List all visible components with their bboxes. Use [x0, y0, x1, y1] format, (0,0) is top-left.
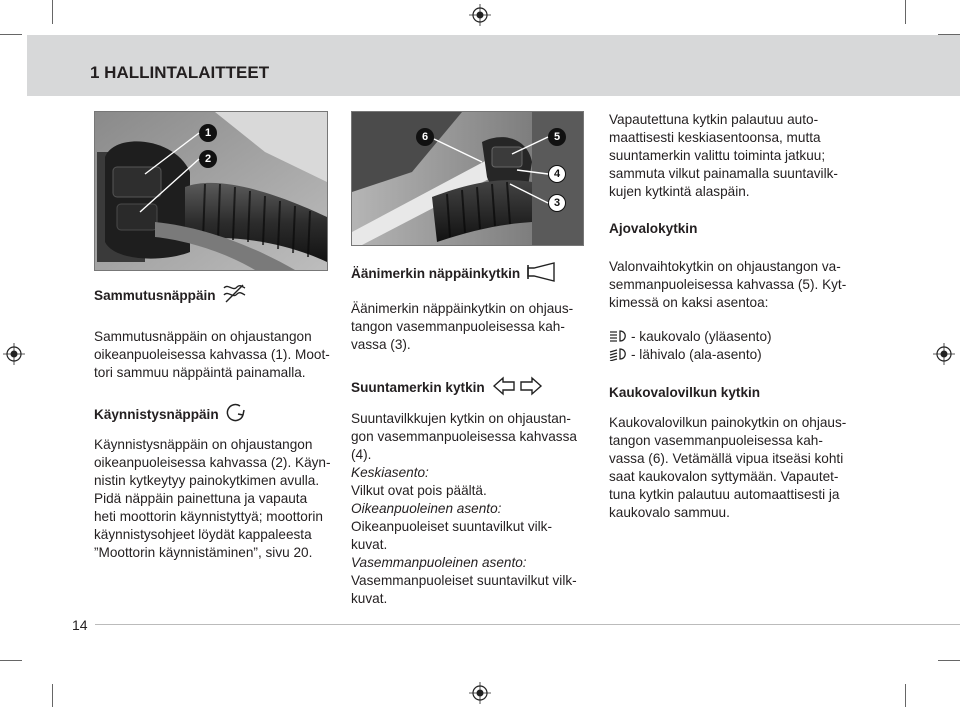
headlight-line: kimessä on kaksi asentoa:	[609, 295, 769, 310]
start-button-line: ”Moottorin käynnistäminen”, sivu 20.	[94, 545, 313, 560]
turn-signal-return-line: Vapautettuna kytkin palautuu auto-	[609, 112, 819, 127]
callout-6: 6	[416, 128, 434, 146]
passing-flash-line: saat kaukovalon syttymään. Vapautet-	[609, 469, 839, 484]
callout-4: 4	[548, 165, 566, 183]
low-beam-item: - lähivalo (ala-asento)	[609, 346, 854, 364]
passing-flash-line: kaukovalo sammuu.	[609, 505, 730, 520]
low-beam-icon	[609, 347, 629, 361]
horn-icon	[526, 262, 558, 282]
turn-signal-return-line: sammuta vilkut painamalla suuntavilk-	[609, 166, 838, 181]
crop-mark	[0, 34, 22, 35]
crop-mark	[938, 660, 960, 661]
start-button-line: nistin kytkeytyy painokytkimen avulla.	[94, 473, 320, 488]
registration-mark	[469, 4, 491, 26]
crop-mark	[0, 660, 22, 661]
registration-mark	[933, 343, 955, 365]
position-label: Keskiasento:	[351, 465, 429, 480]
passing-flash-line: Kaukovalovilkun painokytkin on ohjaus-	[609, 415, 847, 430]
position-value: Oikeanpuoleiset suuntavilkut vilk-	[351, 519, 552, 534]
start-button-line: oikeanpuoleisessa kahvassa (2). Käyn-	[94, 455, 331, 470]
leader-lines	[352, 112, 583, 245]
kill-switch-icon	[221, 284, 247, 304]
horn-line: tangon vasemmanpuoleisessa kah-	[351, 319, 565, 334]
passing-flash-line: tuna kytkin palautuu automaattisesti ja	[609, 487, 840, 502]
position-label: Oikeanpuoleinen asento:	[351, 501, 502, 516]
turn-signal-line: (4).	[351, 447, 372, 462]
photo-left-handlebar	[351, 111, 584, 246]
high-beam-icon	[609, 329, 629, 343]
position-value: Vilkut ovat pois päältä.	[351, 483, 487, 498]
start-button-line: käynnistysohjeet löydät kappaleesta	[94, 527, 312, 542]
turn-signal-return-line: suuntamerkin valittu toiminta jatkuu;	[609, 148, 826, 163]
kill-switch-line: Sammutusnäppäin on ohjaustangon	[94, 329, 312, 344]
start-button-line: Pidä näppäin painettuna ja vapauta	[94, 491, 308, 506]
crop-mark	[52, 0, 53, 24]
heading-headlight-switch: Ajovalokytkin	[609, 221, 698, 236]
heading-passing-flash: Kaukovalovilkun kytkin	[609, 385, 761, 400]
turn-signal-line: gon vasemmanpuoleisessa kahvassa	[351, 429, 577, 444]
turn-signal-return-line: maattisesti keskiasentoonsa, mutta	[609, 130, 821, 145]
kill-switch-line: tori sammuu näppäintä painamalla.	[94, 365, 306, 380]
start-button-line: Käynnistysnäppäin on ohjaustangon	[94, 437, 313, 452]
crop-mark	[52, 684, 53, 707]
registration-mark	[3, 343, 25, 365]
callout-3: 3	[548, 194, 566, 212]
position-value: kuvat.	[351, 591, 388, 606]
heading-turn-signal: Suuntamerkin kytkin	[351, 376, 591, 398]
callout-5: 5	[548, 128, 566, 146]
high-beam-item: - kaukovalo (yläasento)	[609, 328, 854, 346]
footer-rule	[95, 624, 960, 625]
position-value: kuvat.	[351, 537, 388, 552]
heading-start-button: Käynnistysnäppäin	[94, 402, 334, 424]
horn-line: Äänimerkin näppäinkytkin on ohjaus-	[351, 301, 574, 316]
photo-right-handlebar	[94, 111, 328, 271]
passing-flash-line: tangon vasemmanpuoleisessa kah-	[609, 433, 823, 448]
leader-lines	[95, 112, 327, 270]
kill-switch-line: oikeanpuoleisessa kahvassa (1). Moot-	[94, 347, 330, 362]
crop-mark	[905, 0, 906, 24]
section-title: 1 HALLINTALAITTEET	[90, 63, 270, 82]
callout-1: 1	[199, 124, 217, 142]
position-label: Vasemmanpuoleinen asento:	[351, 555, 527, 570]
headlight-line: semmanpuoleisessa kahvassa (5). Kyt-	[609, 277, 847, 292]
crop-mark	[905, 684, 906, 707]
start-button-line: heti moottorin käynnistyttyä; moottorin	[94, 509, 323, 524]
heading-kill-switch: Sammutusnäppäin	[94, 284, 334, 306]
start-icon	[224, 402, 246, 424]
position-value: Vasemmanpuoleiset suuntavilkut vilk-	[351, 573, 577, 588]
column-left	[94, 284, 334, 562]
turn-signal-line: Suuntavilkkujen kytkin on ohjaustan-	[351, 411, 571, 426]
callout-2: 2	[199, 150, 217, 168]
turn-signal-left-icon	[492, 376, 516, 396]
column-middle	[351, 262, 591, 608]
page-number: 14	[72, 617, 88, 633]
registration-mark	[469, 682, 491, 704]
headlight-line: Valonvaihtokytkin on ohjaustangon va-	[609, 259, 841, 274]
heading-horn: Äänimerkin näppäinkytkin	[351, 262, 591, 284]
passing-flash-line: vassa (6). Vetämällä vipua itseäsi kohti	[609, 451, 844, 466]
turn-signal-return-line: kujen kytkintä alaspäin.	[609, 184, 750, 199]
column-right	[609, 111, 854, 522]
horn-line: vassa (3).	[351, 337, 411, 352]
turn-signal-right-icon	[519, 376, 543, 396]
